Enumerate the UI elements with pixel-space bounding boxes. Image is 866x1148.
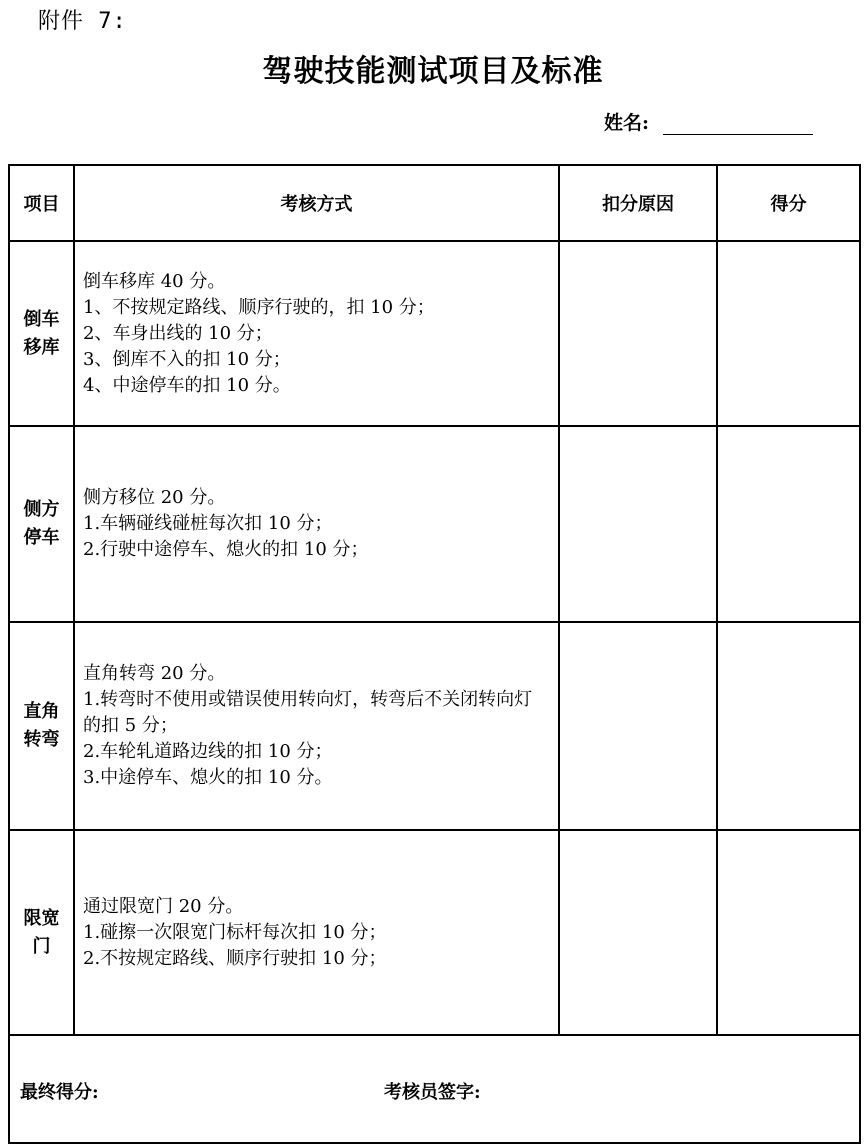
item-cell [9,622,74,830]
method-line: 2.车轮轧道路边线的扣 10 分； [83,741,333,762]
scoring-table [8,164,861,1144]
method-line: 1、不按规定路线、顺序行驶的，扣 10 分； [83,296,435,318]
table-row [9,622,860,830]
item-name-line: 侧方 [23,499,60,520]
method-line: 1.车辆碰线碰桩每次扣 10 分； [83,513,333,534]
method-line: 2.行驶中途停车、熄火的扣 10 分； [83,539,369,560]
method-cell [74,622,559,830]
method-line: 4、中途停车的扣 10 分。 [83,374,291,396]
score-cell[interactable] [717,622,860,830]
method-line: 通过限宽门 20 分。 [83,895,244,917]
attachment-label: 附件 7: [38,9,127,34]
deduction-reason-cell[interactable] [559,426,717,622]
item-name-line: 直角 [23,701,60,722]
method-line: 3、倒库不入的扣 10 分； [83,348,291,370]
method-cell [74,830,559,1035]
document-title: 驾驶技能测试项目及标准 [262,54,604,89]
item-cell [9,830,74,1035]
item-cell [9,426,74,622]
table-row [9,830,860,1035]
method-line: 侧方移位 20 分。 [83,487,226,508]
item-name-line: 门 [32,935,51,957]
method-cell [74,426,559,622]
header-method: 考核方式 [74,165,559,241]
header-item: 项目 [9,165,74,241]
table-row [9,426,860,622]
examiner-signature-label: 考核员签字: [384,1082,481,1103]
method-line: 倒车移库 40 分。 [83,270,226,292]
deduction-reason-cell[interactable] [559,830,717,1035]
item-cell [9,241,74,426]
method-line: 2.不按规定路线、顺序行驶扣 10 分； [83,947,387,969]
item-name-line: 倒车 [23,308,60,330]
header-deduction-reason: 扣分原因 [559,165,717,241]
method-line: 1.碰擦一次限宽门标杆每次扣 10 分； [83,921,387,943]
method-line: 1.转弯时不使用或错误使用转向灯，转弯后不关闭转向灯的扣 5 分； [83,689,533,736]
item-name-line: 移库 [23,336,60,358]
method-cell [74,241,559,426]
table-row [9,241,860,426]
final-row [9,1035,860,1143]
score-cell[interactable] [717,426,860,622]
deduction-reason-cell[interactable] [559,622,717,830]
name-blank-line[interactable] [663,114,813,135]
final-cell [9,1035,860,1143]
method-line: 3.中途停车、熄火的扣 10 分。 [83,767,333,788]
method-line: 直角转弯 20 分。 [83,663,226,684]
method-line: 2、车身出线的 10 分； [83,322,273,344]
item-name-line: 停车 [23,527,60,548]
score-cell[interactable] [717,830,860,1035]
table-header-row [9,165,860,241]
header-score: 得分 [717,165,860,241]
item-name-line: 限宽 [23,907,60,929]
final-score-label: 最终得分: [20,1082,99,1103]
name-label: 姓名: [604,112,650,134]
item-name-line: 转弯 [23,729,60,750]
name-field [604,108,813,135]
deduction-reason-cell[interactable] [559,241,717,426]
score-cell[interactable] [717,241,860,426]
